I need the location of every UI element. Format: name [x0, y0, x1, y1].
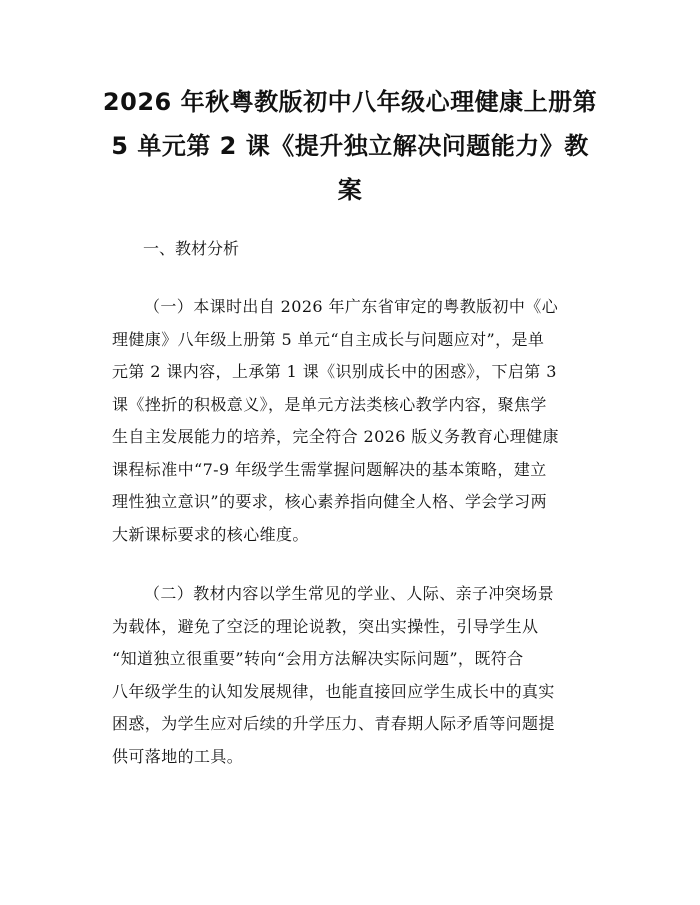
paragraph-line: 课程标准中“7-9 年级学生需掌握问题解决的基本策略，建立: [112, 459, 547, 479]
paragraph-line: 课《挫折的积极意义》，是单元方法类核心教学内容，聚焦学: [112, 394, 547, 414]
paragraph-line: “知道独立很重要”转向“会用方法解决实际问题”，既符合: [112, 649, 524, 668]
document-title: [95, 80, 605, 212]
title-line: 案: [337, 176, 363, 204]
section-heading: 一、教材分析: [143, 239, 240, 258]
paragraph-2: [112, 578, 602, 773]
paragraph-line: 供可落地的工具。: [112, 746, 244, 766]
paragraph-1: [112, 291, 602, 551]
paragraph-line: 理健康》八年级上册第 5 单元“自主成长与问题应对”，是单: [112, 329, 545, 349]
paragraph-line: 生自主发展能力的培养，完全符合 2026 版义务教育心理健康: [112, 427, 559, 446]
paragraph-line: 理性独立意识”的要求，核心素养指向健全人格、学会学习两: [112, 492, 547, 511]
paragraph-line: （二）教材内容以学生常见的学业、人际、亲子冲突场景: [144, 584, 555, 603]
paragraph-line: （一）本课时出自 2026 年广东省审定的粤教版初中《心: [144, 297, 559, 316]
paragraph-line: 元第 2 课内容，上承第 1 课《识别成长中的困惑》，下启第 3: [112, 362, 557, 381]
title-line: 2026 年秋粤教版初中八年级心理健康上册第: [102, 88, 598, 116]
paragraph-line: 八年级学生的认知发展规律，也能直接回应学生成长中的真实: [112, 681, 555, 701]
paragraph-line: 为载体，避免了空泛的理论说教，突出实操性，引导学生从: [112, 616, 539, 636]
paragraph-line: 困惑，为学生应对后续的升学压力、青春期人际矛盾等问题提: [112, 714, 555, 733]
paragraph-line: 大新课标要求的核心维度。: [112, 524, 309, 544]
title-line: 5 单元第 2 课《提升独立解决问题能力》教: [111, 132, 589, 160]
